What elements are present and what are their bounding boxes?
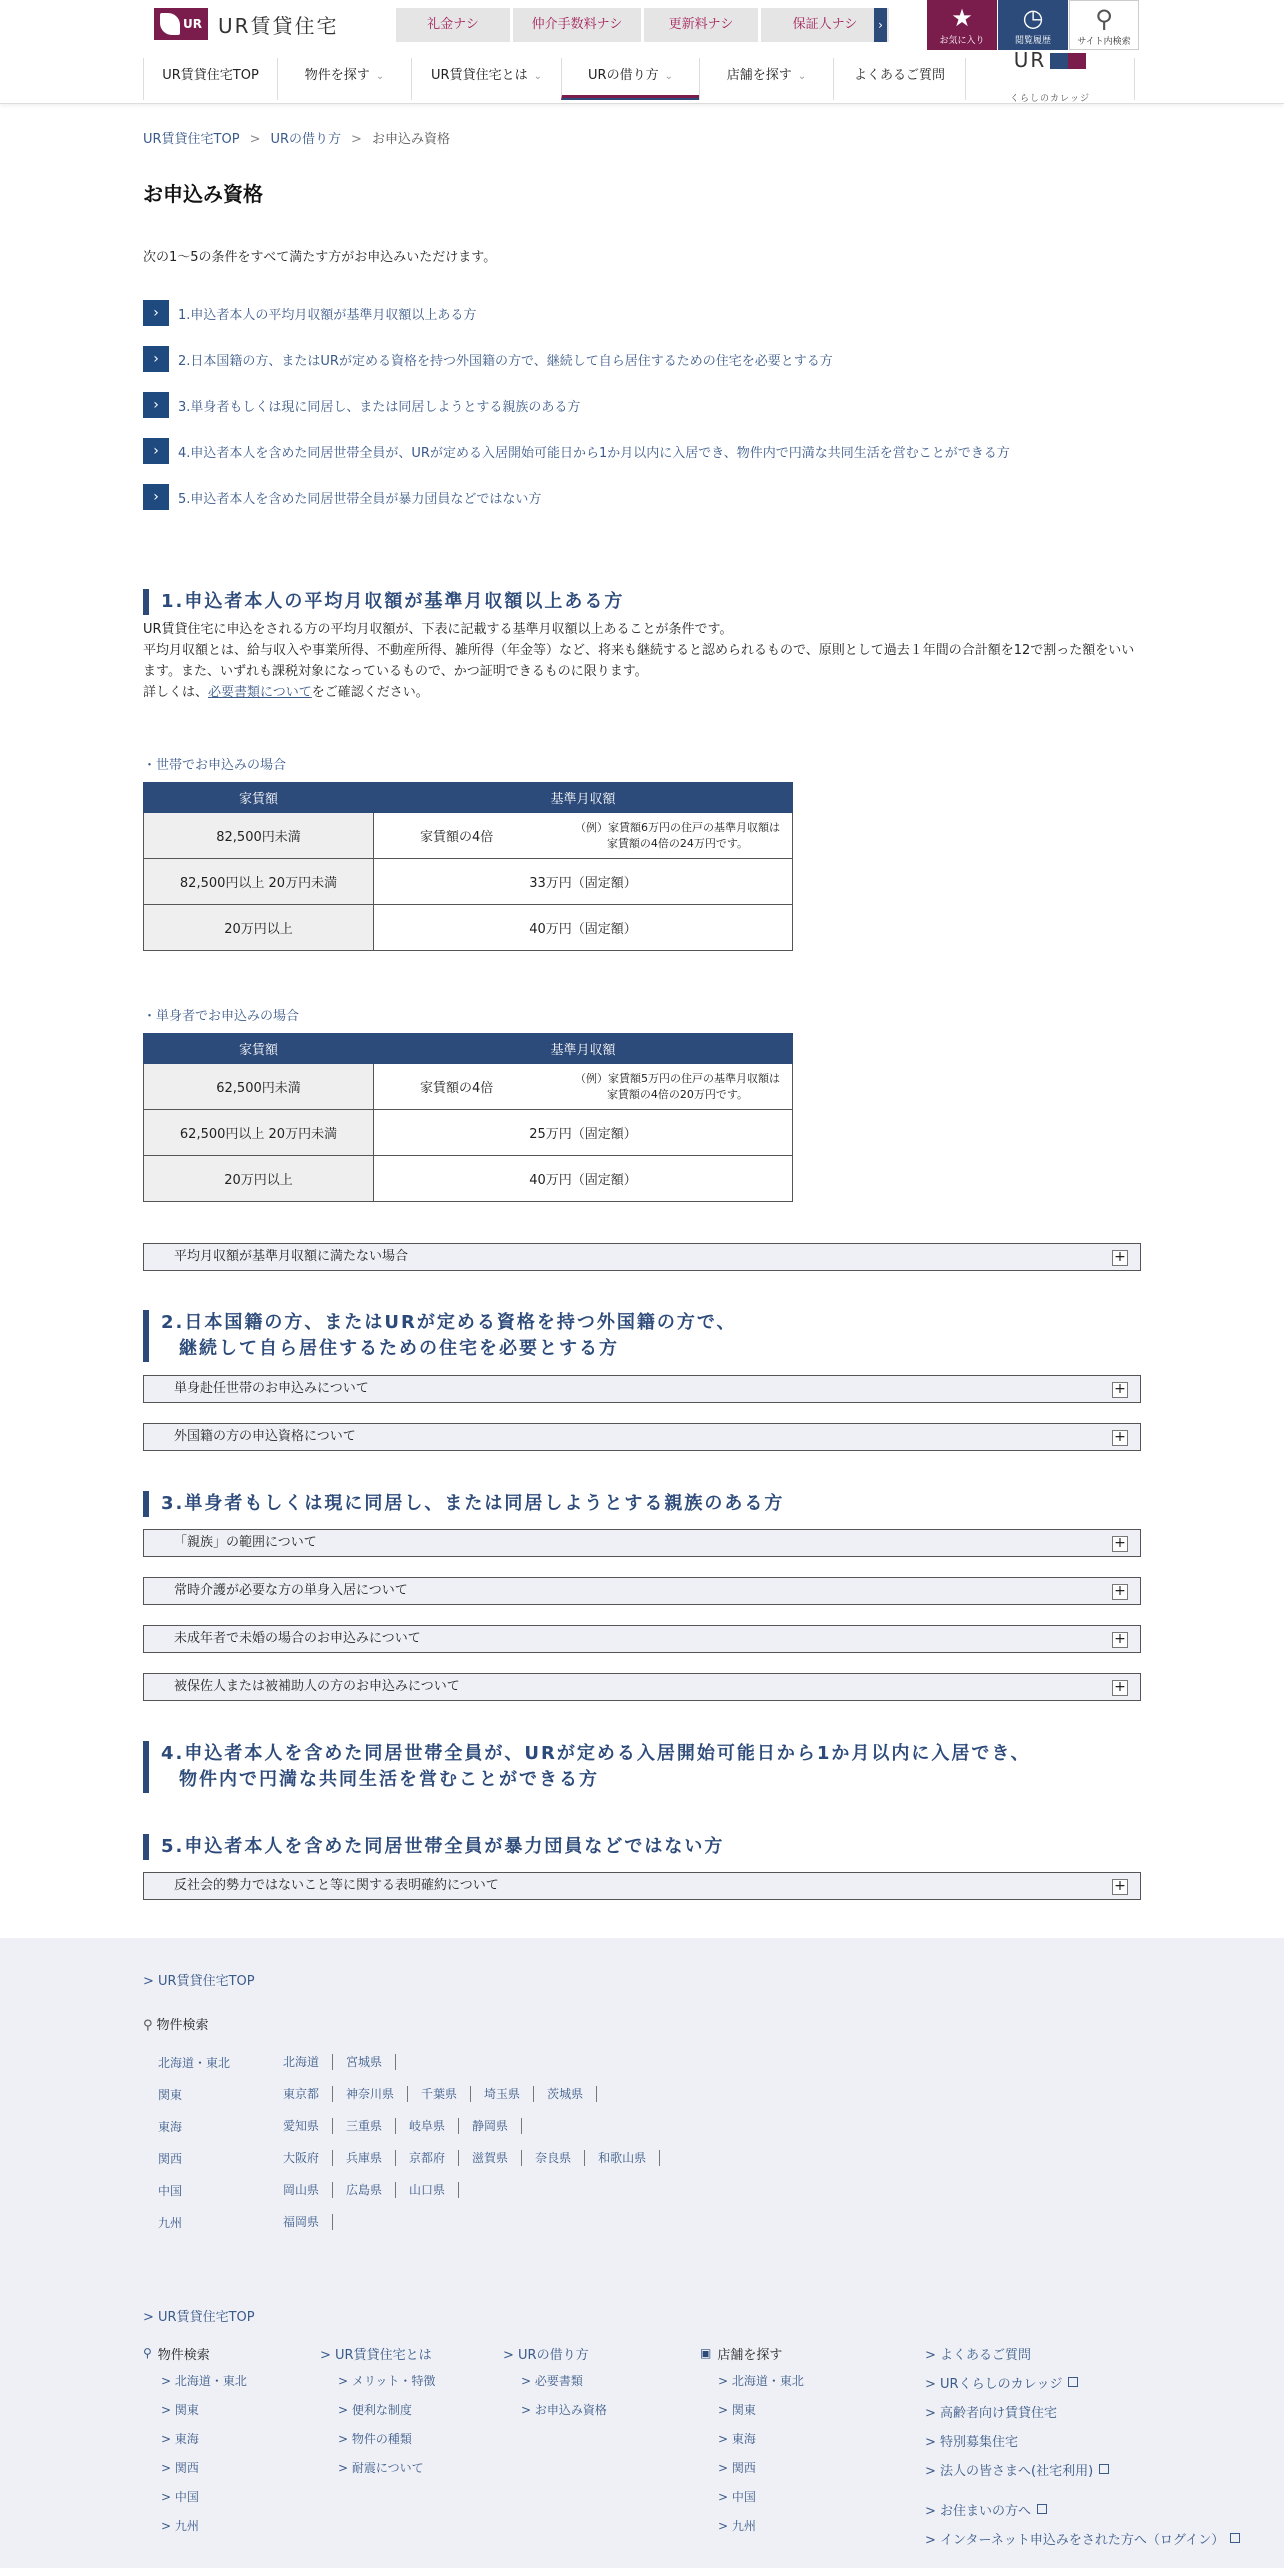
household-income-table	[143, 782, 793, 951]
area-grid	[158, 2046, 660, 2238]
shop-icon: ▣	[700, 2346, 712, 2360]
example-note: （例）家賃額5万円の住戸の基準月収額は 家賃額の4倍の20万円です。	[575, 1071, 780, 1101]
footer-top-link-2[interactable]: > UR賃貸住宅TOP	[143, 2310, 255, 2325]
section-4-heading: 4.申込者本人を含めた同居世帯全員が、URが定める入居開始可能日から1か月以内に入居でき、 物件内で円満な共同生活を営むことができる方	[143, 1741, 1141, 1793]
nav-faq[interactable]: よくあるご質問	[833, 58, 965, 100]
promo-koushin[interactable]: 更新料ナシ	[644, 8, 758, 42]
external-link-icon	[1068, 2377, 1078, 2387]
table-row: 82,500円以上 20万円未満 33万円（固定額）	[144, 859, 793, 905]
example-note: （例）家賃額6万円の住戸の基準月収額は 家賃額の4倍の24万円です。	[575, 820, 780, 850]
chevron-down-icon: ⌄	[797, 71, 807, 82]
promo-hoshounin[interactable]: 保証人ナシ	[761, 8, 889, 42]
leaf-logo-icon	[160, 13, 180, 35]
footer-col-links: > よくあるご質問 > URくらしのカレッジ > 高齢者向け賃貸住宅 > 特別募集住宅 > 法人の皆さまへ(社宅利用) > お住まいの方へ > インターネット申込みをされた方へ（ログイン）	[925, 2343, 1240, 2557]
table-row: 20万円以上 40万円（固定額）	[144, 905, 793, 951]
chevron-right-icon: ›	[143, 392, 169, 418]
plus-icon: +	[1112, 1680, 1128, 1696]
th-rent: 家賃額	[144, 783, 374, 813]
accordion-relatives[interactable]: 「親族」の範囲について +	[143, 1529, 1141, 1557]
breadcrumb-current: お申込み資格	[371, 132, 450, 147]
requirement-link-2[interactable]: › 2.日本国籍の方、またはURが定める資格を持つ外国籍の方で、継続して自ら居住するための住宅を必要とする方	[143, 346, 1143, 372]
section-2-heading: 2.日本国籍の方、またはURが定める資格を持つ外国籍の方で、 継続して自ら居住するための住宅を必要とする方	[143, 1310, 1141, 1362]
chevron-down-icon: ⌄	[533, 71, 542, 82]
th-income: 基準月収額	[374, 783, 793, 813]
section-3	[143, 1491, 1141, 1517]
site-logo[interactable]	[154, 8, 339, 40]
accordion-foreign-nationals[interactable]: 外国籍の方の申込資格について +	[143, 1423, 1141, 1451]
section-3-heading: 3.単身者もしくは現に同居し、または同居しようとする親族のある方	[143, 1491, 1141, 1517]
star-icon: ★	[951, 4, 973, 32]
intro-text: 次の1～5の条件をすべて満たす方がお申込みいただけます。	[143, 250, 497, 265]
college-logo-icon	[1050, 53, 1086, 69]
clock-icon: ◷	[1022, 4, 1044, 32]
plus-icon: +	[1112, 1879, 1128, 1895]
global-nav	[143, 47, 1141, 104]
section-5-heading: 5.申込者本人を含めた同居世帯全員が暴力団員などではない方	[143, 1834, 1141, 1860]
section-2	[143, 1310, 1141, 1362]
search-icon: ⚲	[1095, 5, 1113, 33]
table-row: 82,500円未満 家賃額の4倍 （例）家賃額6万円の住戸の基準月収額は 家賃額の4倍の24万円です。	[144, 813, 793, 859]
table-row: 62,500円未満 家賃額の4倍 （例）家賃額5万円の住戸の基準月収額は 家賃額の4倍の20万円です。	[144, 1064, 793, 1110]
footer-col-search: ⚲ 物件検索 > 北海道・東北 > 関東 > 東海 > 関西 > 中国 > 九州	[143, 2346, 247, 2533]
requirement-link-5[interactable]: › 5.申込者本人を含めた同居世帯全員が暴力団員などではない方	[143, 484, 1143, 510]
th-rent: 家賃額	[144, 1034, 374, 1064]
area-row: 北海道・東北 北海道 宮城県	[158, 2046, 660, 2078]
plus-icon: +	[1112, 1584, 1128, 1600]
chevron-right-icon: ›	[143, 300, 169, 326]
nav-shops[interactable]: 店舗を探す ⌄	[699, 58, 833, 100]
footer-top-link[interactable]: > UR賃貸住宅TOP	[143, 1974, 255, 1989]
section-5	[143, 1834, 1141, 1860]
area-row: 関東 東京都 神奈川県 千葉県 埼玉県 茨城県	[158, 2078, 660, 2110]
site-header	[0, 0, 1284, 104]
accordion-minors[interactable]: 未成年者で未婚の場合のお申込みについて +	[143, 1625, 1141, 1653]
section-1: 1.申込者本人の平均月収額が基準月収額以上ある方 UR賃貸住宅に申込をされる方の平均月収額が、下表に記載する基準月収額以上あることが条件です。 平均月収額とは、給与収入や事業所得、不動産所得、雑所得（年金等）など、将来も継続すると認められるもので、原則として過去１年間の合計額を12で割った額をいいます。また、いずれも課税対象になっているもので、かつ証明できるものに限ります。 詳しくは、必要書類についてをご確認ください。	[143, 589, 1141, 703]
search-icon: ⚲	[143, 2346, 152, 2360]
single-table-label: ・単身者でお申込みの場合	[143, 1009, 300, 1024]
plus-icon: +	[1112, 1250, 1128, 1266]
nav-howto[interactable]: URの借り方 ⌄	[561, 58, 699, 100]
plus-icon: +	[1112, 1430, 1128, 1446]
footer-col-shops: ▣ 店舗を探す > 北海道・東北 > 関東 > 東海 > 関西 > 中国 > 九州	[700, 2346, 804, 2533]
nav-top[interactable]: UR賃貸住宅TOP	[143, 58, 277, 100]
plus-icon: +	[1112, 1382, 1128, 1398]
household-table-label: ・世帯でお申込みの場合	[143, 758, 287, 773]
section-1-p1: UR賃貸住宅に申込をされる方の平均月収額が、下表に記載する基準月収額以上あることが条件です。	[143, 622, 733, 637]
breadcrumb-howto[interactable]: URの借り方	[270, 132, 342, 147]
chevron-down-icon: ⌄	[664, 71, 673, 82]
nav-college[interactable]: UR くらしのカレッジ	[965, 58, 1135, 100]
logo-text: UR賃貸住宅	[218, 13, 339, 38]
th-income: 基準月収額	[374, 1034, 793, 1064]
promo-reikin[interactable]: 礼金ナシ	[396, 8, 510, 42]
accordion-below-standard[interactable]: 平均月収額が基準月収額に満たない場合 +	[143, 1243, 1141, 1271]
requirement-list	[143, 300, 1143, 530]
chevron-right-icon: ›	[143, 438, 169, 464]
breadcrumb-top[interactable]: UR賃貸住宅TOP	[143, 132, 240, 147]
accordion-ward[interactable]: 被保佐人または被補助人の方のお申込みについて +	[143, 1673, 1141, 1701]
nav-about[interactable]: UR賃貸住宅とは ⌄	[411, 58, 561, 100]
ur-logo-mark: UR	[154, 8, 208, 40]
footer-col-howto: > URの借り方 > 必要書類 > お申込み資格	[503, 2347, 607, 2417]
plus-icon: +	[1112, 1632, 1128, 1648]
requirement-link-1[interactable]: › 1.申込者本人の平均月収額が基準月収額以上ある方	[143, 300, 1143, 326]
section-4	[143, 1741, 1141, 1793]
site-search-button[interactable]: ⚲ サイト内検索	[1069, 0, 1139, 50]
breadcrumb: UR賃貸住宅TOP > URの借り方 > お申込み資格	[143, 132, 450, 147]
accordion-antisocial[interactable]: 反社会的勢力ではないこと等に関する表明確約について +	[143, 1872, 1141, 1900]
promo-next-icon[interactable]: ›	[874, 8, 887, 42]
footer-col-about: > UR賃貸住宅とは > メリット・特徴 > 便利な制度 > 物件の種類 > 耐震について	[320, 2347, 436, 2475]
promo-tabs	[396, 8, 889, 42]
area-row: 東海 愛知県 三重県 岐阜県 静岡県	[158, 2110, 660, 2142]
favorites-button[interactable]: ★ お気に入り	[927, 0, 997, 50]
chevron-right-icon: ›	[143, 346, 169, 372]
promo-chukai[interactable]: 仲介手数料ナシ	[513, 8, 641, 42]
required-docs-link[interactable]: 必要書類について	[208, 685, 312, 700]
accordion-care[interactable]: 常時介護が必要な方の単身入居について +	[143, 1577, 1141, 1605]
single-income-table	[143, 1033, 793, 1202]
area-row: 九州 福岡県	[158, 2206, 660, 2238]
external-link-icon	[1037, 2504, 1047, 2514]
section-1-heading: 1.申込者本人の平均月収額が基準月収額以上ある方	[143, 589, 1141, 615]
history-button[interactable]: ◷ 閲覧履歴	[998, 0, 1068, 50]
external-link-icon	[1099, 2464, 1109, 2474]
area-row: 関西 大阪府 兵庫県 京都府 滋賀県 奈良県 和歌山県	[158, 2142, 660, 2174]
chevron-down-icon: ⌄	[375, 71, 385, 82]
external-link-icon	[1230, 2533, 1240, 2543]
page-title: お申込み資格	[143, 182, 263, 206]
table-row: 62,500円以上 20万円未満 25万円（固定額）	[144, 1110, 793, 1156]
requirement-link-3[interactable]: › 3.単身者もしくは現に同居し、または同居しようとする親族のある方	[143, 392, 1143, 418]
footer-search-title: ⚲ 物件検索	[143, 2018, 209, 2033]
area-row: 中国 岡山県 広島県 山口県	[158, 2174, 660, 2206]
section-1-p2: 平均月収額とは、給与収入や事業所得、不動産所得、雑所得（年金等）など、将来も継続すると認められるもので、原則として過去１年間の合計額を12で割った額をいいます。また、いずれも課税対象になっているもので、かつ証明できるものに限ります。	[143, 643, 1135, 679]
table-row: 20万円以上 40万円（固定額）	[144, 1156, 793, 1202]
accordion-single-assignment[interactable]: 単身赴任世帯のお申込みについて +	[143, 1375, 1141, 1403]
plus-icon: +	[1112, 1536, 1128, 1552]
chevron-right-icon: ›	[143, 484, 169, 510]
search-icon: ⚲	[143, 2018, 153, 2033]
requirement-link-4[interactable]: › 4.申込者本人を含めた同居世帯全員が、URが定める入居開始可能日から1か月以内に入居でき、物件内で円満な共同生活を営むことができる方	[143, 438, 1143, 464]
nav-search[interactable]: 物件を探す ⌄	[277, 58, 411, 100]
